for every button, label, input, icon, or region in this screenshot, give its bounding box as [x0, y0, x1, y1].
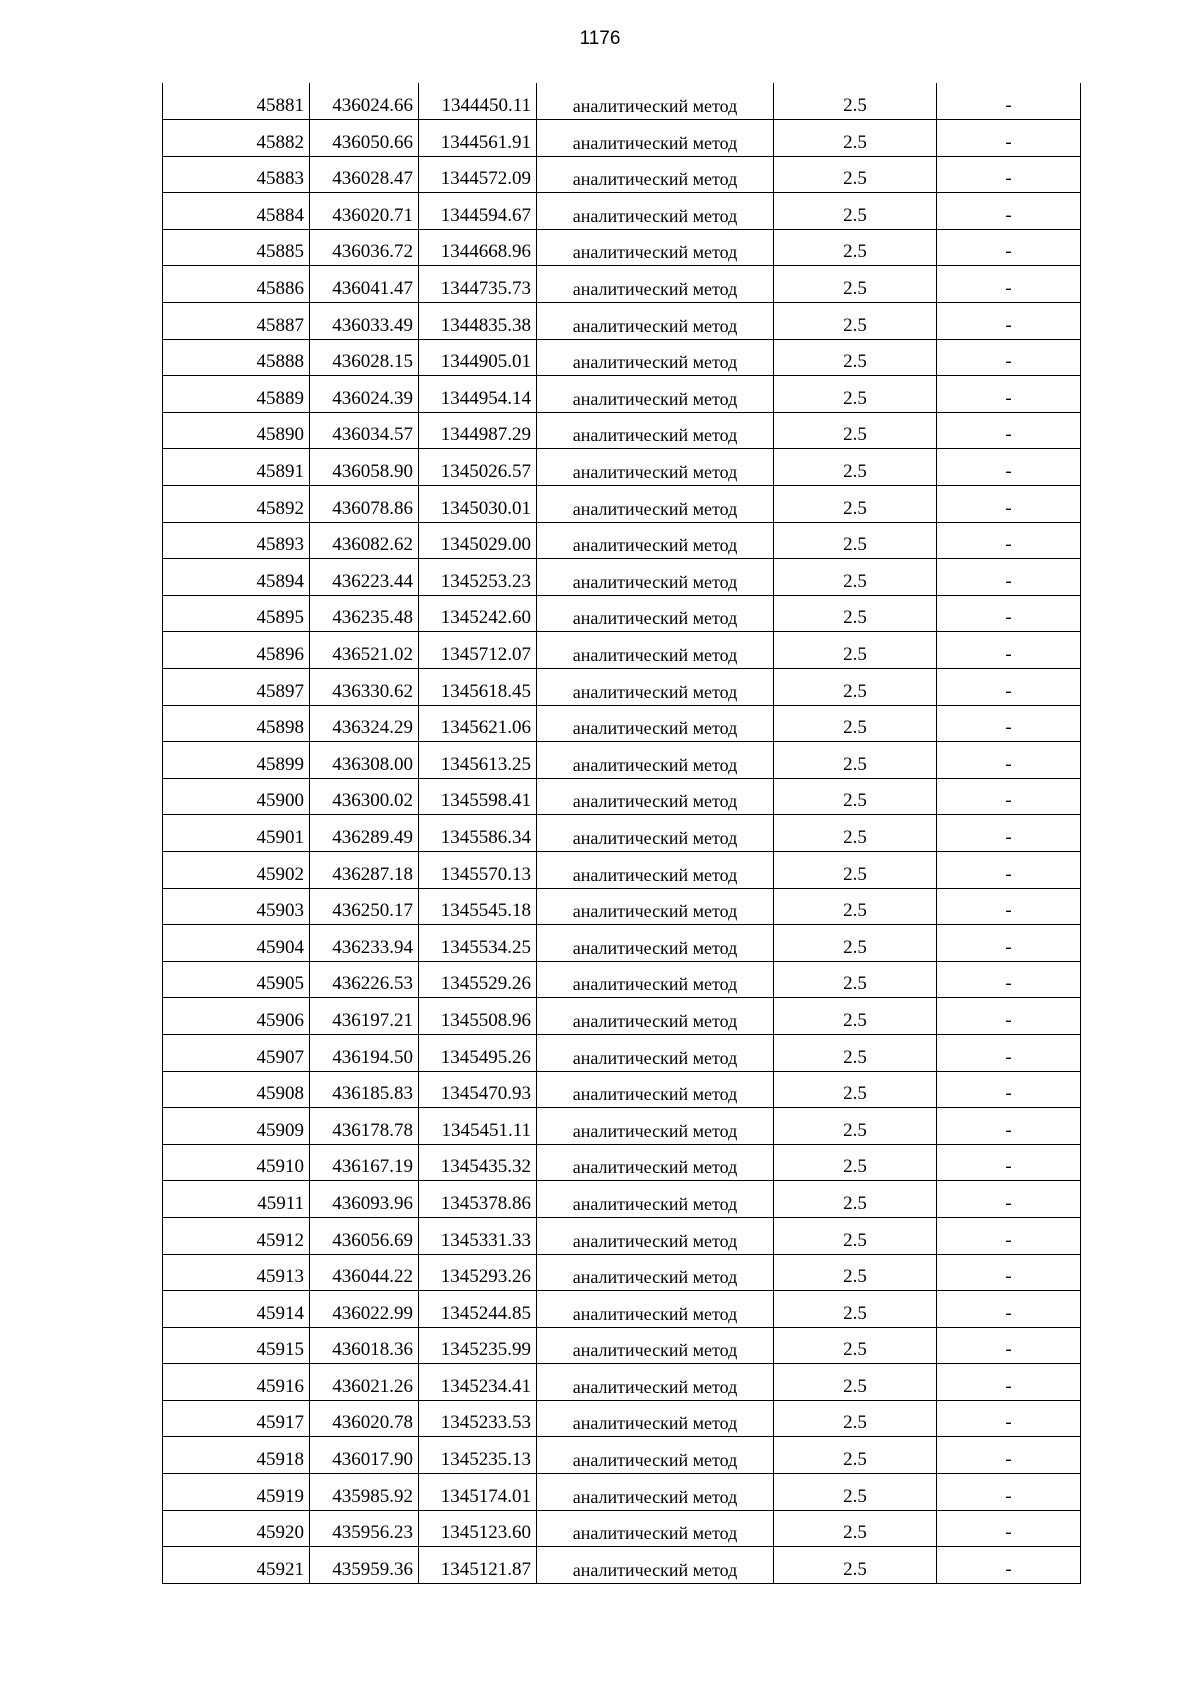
table-row — [163, 1437, 1081, 1474]
method-cell: аналитический метод — [537, 1217, 774, 1254]
note-cell: - — [937, 778, 1081, 815]
point-number-cell: 45902 — [163, 851, 310, 888]
table-row — [163, 303, 1081, 340]
table-row — [163, 1108, 1081, 1145]
y-coordinate-cell: 1345435.32 — [419, 1144, 537, 1181]
note-cell: - — [937, 266, 1081, 303]
accuracy-cell: 2.5 — [774, 1144, 937, 1181]
accuracy-cell: 2.5 — [774, 376, 937, 413]
table-row — [163, 1547, 1081, 1584]
x-coordinate-cell: 436034.57 — [310, 412, 419, 449]
y-coordinate-cell: 1344735.73 — [419, 266, 537, 303]
table-row — [163, 925, 1081, 962]
note-cell: - — [937, 1437, 1081, 1474]
table-row — [163, 1034, 1081, 1071]
x-coordinate-cell: 436041.47 — [310, 266, 419, 303]
point-number-cell: 45883 — [163, 156, 310, 193]
method-cell: аналитический метод — [537, 522, 774, 559]
accuracy-cell: 2.5 — [774, 705, 937, 742]
table-row — [163, 1217, 1081, 1254]
y-coordinate-cell: 1344572.09 — [419, 156, 537, 193]
note-cell: - — [937, 742, 1081, 779]
point-number-cell: 45917 — [163, 1400, 310, 1437]
note-cell: - — [937, 1254, 1081, 1291]
point-number-cell: 45881 — [163, 83, 310, 120]
table-row — [163, 1254, 1081, 1291]
accuracy-cell: 2.5 — [774, 1400, 937, 1437]
method-cell: аналитический метод — [537, 961, 774, 998]
x-coordinate-cell: 436024.39 — [310, 376, 419, 413]
method-cell: аналитический метод — [537, 632, 774, 669]
point-number-cell: 45889 — [163, 376, 310, 413]
method-cell: аналитический метод — [537, 193, 774, 230]
y-coordinate-cell: 1345470.93 — [419, 1071, 537, 1108]
x-coordinate-cell: 436021.26 — [310, 1364, 419, 1401]
note-cell: - — [937, 303, 1081, 340]
point-number-cell: 45915 — [163, 1327, 310, 1364]
x-coordinate-cell: 436028.15 — [310, 339, 419, 376]
y-coordinate-cell: 1344561.91 — [419, 120, 537, 157]
x-coordinate-cell: 436324.29 — [310, 705, 419, 742]
y-coordinate-cell: 1345508.96 — [419, 998, 537, 1035]
accuracy-cell: 2.5 — [774, 669, 937, 706]
x-coordinate-cell: 436194.50 — [310, 1034, 419, 1071]
table-row — [163, 559, 1081, 596]
x-coordinate-cell: 436250.17 — [310, 888, 419, 925]
method-cell: аналитический метод — [537, 486, 774, 523]
note-cell: - — [937, 1144, 1081, 1181]
table-row — [163, 1071, 1081, 1108]
y-coordinate-cell: 1344905.01 — [419, 339, 537, 376]
note-cell: - — [937, 925, 1081, 962]
y-coordinate-cell: 1345570.13 — [419, 851, 537, 888]
table-row — [163, 1291, 1081, 1328]
method-cell: аналитический метод — [537, 1400, 774, 1437]
x-coordinate-cell: 436078.86 — [310, 486, 419, 523]
x-coordinate-cell: 436018.36 — [310, 1327, 419, 1364]
x-coordinate-cell: 436044.22 — [310, 1254, 419, 1291]
point-number-cell: 45898 — [163, 705, 310, 742]
accuracy-cell: 2.5 — [774, 266, 937, 303]
x-coordinate-cell: 436330.62 — [310, 669, 419, 706]
accuracy-cell: 2.5 — [774, 778, 937, 815]
note-cell: - — [937, 1291, 1081, 1328]
note-cell: - — [937, 998, 1081, 1035]
note-cell: - — [937, 193, 1081, 230]
x-coordinate-cell: 436300.02 — [310, 778, 419, 815]
note-cell: - — [937, 705, 1081, 742]
table-row — [163, 1181, 1081, 1218]
point-number-cell: 45908 — [163, 1071, 310, 1108]
x-coordinate-cell: 436289.49 — [310, 815, 419, 852]
table-row — [163, 1364, 1081, 1401]
method-cell: аналитический метод — [537, 1144, 774, 1181]
method-cell: аналитический метод — [537, 156, 774, 193]
accuracy-cell: 2.5 — [774, 888, 937, 925]
accuracy-cell: 2.5 — [774, 339, 937, 376]
y-coordinate-cell: 1345174.01 — [419, 1474, 537, 1511]
point-number-cell: 45918 — [163, 1437, 310, 1474]
method-cell: аналитический метод — [537, 1291, 774, 1328]
table-row — [163, 998, 1081, 1035]
point-number-cell: 45906 — [163, 998, 310, 1035]
accuracy-cell: 2.5 — [774, 1327, 937, 1364]
accuracy-cell: 2.5 — [774, 229, 937, 266]
y-coordinate-cell: 1345293.26 — [419, 1254, 537, 1291]
table-row — [163, 851, 1081, 888]
point-number-cell: 45904 — [163, 925, 310, 962]
accuracy-cell: 2.5 — [774, 193, 937, 230]
method-cell: аналитический метод — [537, 266, 774, 303]
y-coordinate-cell: 1345451.11 — [419, 1108, 537, 1145]
method-cell: аналитический метод — [537, 1071, 774, 1108]
accuracy-cell: 2.5 — [774, 83, 937, 120]
point-number-cell: 45900 — [163, 778, 310, 815]
y-coordinate-cell: 1345495.26 — [419, 1034, 537, 1071]
table-row — [163, 1510, 1081, 1547]
y-coordinate-cell: 1345235.99 — [419, 1327, 537, 1364]
point-number-cell: 45914 — [163, 1291, 310, 1328]
table-row — [163, 815, 1081, 852]
accuracy-cell: 2.5 — [774, 1474, 937, 1511]
method-cell: аналитический метод — [537, 1254, 774, 1291]
table-row — [163, 266, 1081, 303]
point-number-cell: 45895 — [163, 595, 310, 632]
table-row — [163, 1400, 1081, 1437]
x-coordinate-cell: 436017.90 — [310, 1437, 419, 1474]
x-coordinate-cell: 436178.78 — [310, 1108, 419, 1145]
method-cell: аналитический метод — [537, 669, 774, 706]
point-number-cell: 45885 — [163, 229, 310, 266]
table-row — [163, 778, 1081, 815]
method-cell: аналитический метод — [537, 1034, 774, 1071]
method-cell: аналитический метод — [537, 815, 774, 852]
accuracy-cell: 2.5 — [774, 815, 937, 852]
accuracy-cell: 2.5 — [774, 1217, 937, 1254]
note-cell: - — [937, 1181, 1081, 1218]
y-coordinate-cell: 1345598.41 — [419, 778, 537, 815]
accuracy-cell: 2.5 — [774, 742, 937, 779]
x-coordinate-cell: 435985.92 — [310, 1474, 419, 1511]
y-coordinate-cell: 1345253.23 — [419, 559, 537, 596]
point-number-cell: 45910 — [163, 1144, 310, 1181]
y-coordinate-cell: 1345121.87 — [419, 1547, 537, 1584]
note-cell: - — [937, 522, 1081, 559]
accuracy-cell: 2.5 — [774, 1291, 937, 1328]
x-coordinate-cell: 436022.99 — [310, 1291, 419, 1328]
y-coordinate-cell: 1345621.06 — [419, 705, 537, 742]
note-cell: - — [937, 486, 1081, 523]
accuracy-cell: 2.5 — [774, 998, 937, 1035]
accuracy-cell: 2.5 — [774, 449, 937, 486]
note-cell: - — [937, 669, 1081, 706]
point-number-cell: 45888 — [163, 339, 310, 376]
x-coordinate-cell: 436093.96 — [310, 1181, 419, 1218]
point-number-cell: 45884 — [163, 193, 310, 230]
note-cell: - — [937, 595, 1081, 632]
x-coordinate-cell: 436050.66 — [310, 120, 419, 157]
x-coordinate-cell: 436056.69 — [310, 1217, 419, 1254]
note-cell: - — [937, 559, 1081, 596]
table-row — [163, 595, 1081, 632]
method-cell: аналитический метод — [537, 595, 774, 632]
accuracy-cell: 2.5 — [774, 1071, 937, 1108]
x-coordinate-cell: 436226.53 — [310, 961, 419, 998]
method-cell: аналитический метод — [537, 1108, 774, 1145]
point-number-cell: 45893 — [163, 522, 310, 559]
point-number-cell: 45890 — [163, 412, 310, 449]
y-coordinate-cell: 1345613.25 — [419, 742, 537, 779]
note-cell: - — [937, 1474, 1081, 1511]
point-number-cell: 45887 — [163, 303, 310, 340]
table-row — [163, 888, 1081, 925]
method-cell: аналитический метод — [537, 1510, 774, 1547]
table-row — [163, 669, 1081, 706]
table-row — [163, 339, 1081, 376]
accuracy-cell: 2.5 — [774, 412, 937, 449]
y-coordinate-cell: 1345029.00 — [419, 522, 537, 559]
y-coordinate-cell: 1345235.13 — [419, 1437, 537, 1474]
point-number-cell: 45911 — [163, 1181, 310, 1218]
note-cell: - — [937, 851, 1081, 888]
point-number-cell: 45903 — [163, 888, 310, 925]
method-cell: аналитический метод — [537, 559, 774, 596]
y-coordinate-cell: 1345242.60 — [419, 595, 537, 632]
point-number-cell: 45882 — [163, 120, 310, 157]
x-coordinate-cell: 436020.71 — [310, 193, 419, 230]
y-coordinate-cell: 1345030.01 — [419, 486, 537, 523]
y-coordinate-cell: 1345534.25 — [419, 925, 537, 962]
accuracy-cell: 2.5 — [774, 120, 937, 157]
note-cell: - — [937, 888, 1081, 925]
x-coordinate-cell: 435956.23 — [310, 1510, 419, 1547]
x-coordinate-cell: 436024.66 — [310, 83, 419, 120]
table-row — [163, 376, 1081, 413]
point-number-cell: 45912 — [163, 1217, 310, 1254]
note-cell: - — [937, 83, 1081, 120]
x-coordinate-cell: 436197.21 — [310, 998, 419, 1035]
note-cell: - — [937, 1510, 1081, 1547]
point-number-cell: 45897 — [163, 669, 310, 706]
x-coordinate-cell: 436020.78 — [310, 1400, 419, 1437]
accuracy-cell: 2.5 — [774, 1254, 937, 1291]
accuracy-cell: 2.5 — [774, 632, 937, 669]
y-coordinate-cell: 1345378.86 — [419, 1181, 537, 1218]
point-number-cell: 45919 — [163, 1474, 310, 1511]
y-coordinate-cell: 1344954.14 — [419, 376, 537, 413]
table-row — [163, 193, 1081, 230]
x-coordinate-cell: 436308.00 — [310, 742, 419, 779]
method-cell: аналитический метод — [537, 888, 774, 925]
note-cell: - — [937, 449, 1081, 486]
note-cell: - — [937, 1364, 1081, 1401]
accuracy-cell: 2.5 — [774, 1510, 937, 1547]
point-number-cell: 45886 — [163, 266, 310, 303]
y-coordinate-cell: 1344835.38 — [419, 303, 537, 340]
point-number-cell: 45907 — [163, 1034, 310, 1071]
accuracy-cell: 2.5 — [774, 1364, 937, 1401]
accuracy-cell: 2.5 — [774, 595, 937, 632]
method-cell: аналитический метод — [537, 339, 774, 376]
note-cell: - — [937, 156, 1081, 193]
x-coordinate-cell: 436287.18 — [310, 851, 419, 888]
x-coordinate-cell: 436223.44 — [310, 559, 419, 596]
method-cell: аналитический метод — [537, 925, 774, 962]
table-row — [163, 486, 1081, 523]
note-cell: - — [937, 815, 1081, 852]
table-row — [163, 229, 1081, 266]
method-cell: аналитический метод — [537, 412, 774, 449]
note-cell: - — [937, 1071, 1081, 1108]
x-coordinate-cell: 436058.90 — [310, 449, 419, 486]
point-number-cell: 45901 — [163, 815, 310, 852]
point-number-cell: 45921 — [163, 1547, 310, 1584]
method-cell: аналитический метод — [537, 1547, 774, 1584]
point-number-cell: 45909 — [163, 1108, 310, 1145]
point-number-cell: 45920 — [163, 1510, 310, 1547]
note-cell: - — [937, 1217, 1081, 1254]
accuracy-cell: 2.5 — [774, 851, 937, 888]
note-cell: - — [937, 412, 1081, 449]
y-coordinate-cell: 1345545.18 — [419, 888, 537, 925]
y-coordinate-cell: 1345233.53 — [419, 1400, 537, 1437]
note-cell: - — [937, 632, 1081, 669]
accuracy-cell: 2.5 — [774, 559, 937, 596]
method-cell: аналитический метод — [537, 851, 774, 888]
table-row — [163, 961, 1081, 998]
y-coordinate-cell: 1345234.41 — [419, 1364, 537, 1401]
accuracy-cell: 2.5 — [774, 1437, 937, 1474]
y-coordinate-cell: 1344450.11 — [419, 83, 537, 120]
coordinates-table — [162, 83, 1081, 1584]
table-row — [163, 449, 1081, 486]
method-cell: аналитический метод — [537, 742, 774, 779]
x-coordinate-cell: 436028.47 — [310, 156, 419, 193]
x-coordinate-cell: 436521.02 — [310, 632, 419, 669]
x-coordinate-cell: 436235.48 — [310, 595, 419, 632]
method-cell: аналитический метод — [537, 303, 774, 340]
note-cell: - — [937, 1034, 1081, 1071]
note-cell: - — [937, 1327, 1081, 1364]
y-coordinate-cell: 1345123.60 — [419, 1510, 537, 1547]
table-row — [163, 120, 1081, 157]
table-row — [163, 1474, 1081, 1511]
accuracy-cell: 2.5 — [774, 486, 937, 523]
method-cell: аналитический метод — [537, 1327, 774, 1364]
y-coordinate-cell: 1345529.26 — [419, 961, 537, 998]
table-row — [163, 156, 1081, 193]
method-cell: аналитический метод — [537, 1437, 774, 1474]
x-coordinate-cell: 436033.49 — [310, 303, 419, 340]
table-row — [163, 83, 1081, 120]
page-number: 1176 — [579, 28, 621, 49]
x-coordinate-cell: 436082.62 — [310, 522, 419, 559]
y-coordinate-cell: 1345244.85 — [419, 1291, 537, 1328]
table-row — [163, 632, 1081, 669]
point-number-cell: 45905 — [163, 961, 310, 998]
y-coordinate-cell: 1345618.45 — [419, 669, 537, 706]
y-coordinate-cell: 1344668.96 — [419, 229, 537, 266]
accuracy-cell: 2.5 — [774, 1181, 937, 1218]
table-row — [163, 1144, 1081, 1181]
method-cell: аналитический метод — [537, 1364, 774, 1401]
point-number-cell: 45894 — [163, 559, 310, 596]
point-number-cell: 45892 — [163, 486, 310, 523]
accuracy-cell: 2.5 — [774, 303, 937, 340]
x-coordinate-cell: 436167.19 — [310, 1144, 419, 1181]
table-row — [163, 742, 1081, 779]
point-number-cell: 45916 — [163, 1364, 310, 1401]
point-number-cell: 45891 — [163, 449, 310, 486]
y-coordinate-cell: 1345712.07 — [419, 632, 537, 669]
note-cell: - — [937, 1547, 1081, 1584]
x-coordinate-cell: 436036.72 — [310, 229, 419, 266]
note-cell: - — [937, 229, 1081, 266]
table-row — [163, 1327, 1081, 1364]
table-row — [163, 412, 1081, 449]
method-cell: аналитический метод — [537, 1474, 774, 1511]
note-cell: - — [937, 1400, 1081, 1437]
y-coordinate-cell: 1345586.34 — [419, 815, 537, 852]
accuracy-cell: 2.5 — [774, 1034, 937, 1071]
method-cell: аналитический метод — [537, 1181, 774, 1218]
method-cell: аналитический метод — [537, 83, 774, 120]
method-cell: аналитический метод — [537, 705, 774, 742]
point-number-cell: 45913 — [163, 1254, 310, 1291]
x-coordinate-cell: 436233.94 — [310, 925, 419, 962]
x-coordinate-cell: 436185.83 — [310, 1071, 419, 1108]
method-cell: аналитический метод — [537, 998, 774, 1035]
method-cell: аналитический метод — [537, 229, 774, 266]
accuracy-cell: 2.5 — [774, 156, 937, 193]
note-cell: - — [937, 339, 1081, 376]
method-cell: аналитический метод — [537, 120, 774, 157]
note-cell: - — [937, 120, 1081, 157]
point-number-cell: 45899 — [163, 742, 310, 779]
accuracy-cell: 2.5 — [774, 1108, 937, 1145]
method-cell: аналитический метод — [537, 778, 774, 815]
note-cell: - — [937, 376, 1081, 413]
table-body — [163, 83, 1081, 1583]
method-cell: аналитический метод — [537, 449, 774, 486]
table-row — [163, 522, 1081, 559]
x-coordinate-cell: 435959.36 — [310, 1547, 419, 1584]
y-coordinate-cell: 1344987.29 — [419, 412, 537, 449]
y-coordinate-cell: 1345331.33 — [419, 1217, 537, 1254]
accuracy-cell: 2.5 — [774, 522, 937, 559]
method-cell: аналитический метод — [537, 376, 774, 413]
point-number-cell: 45896 — [163, 632, 310, 669]
y-coordinate-cell: 1344594.67 — [419, 193, 537, 230]
note-cell: - — [937, 961, 1081, 998]
accuracy-cell: 2.5 — [774, 1547, 937, 1584]
y-coordinate-cell: 1345026.57 — [419, 449, 537, 486]
accuracy-cell: 2.5 — [774, 925, 937, 962]
table-row — [163, 705, 1081, 742]
accuracy-cell: 2.5 — [774, 961, 937, 998]
note-cell: - — [937, 1108, 1081, 1145]
